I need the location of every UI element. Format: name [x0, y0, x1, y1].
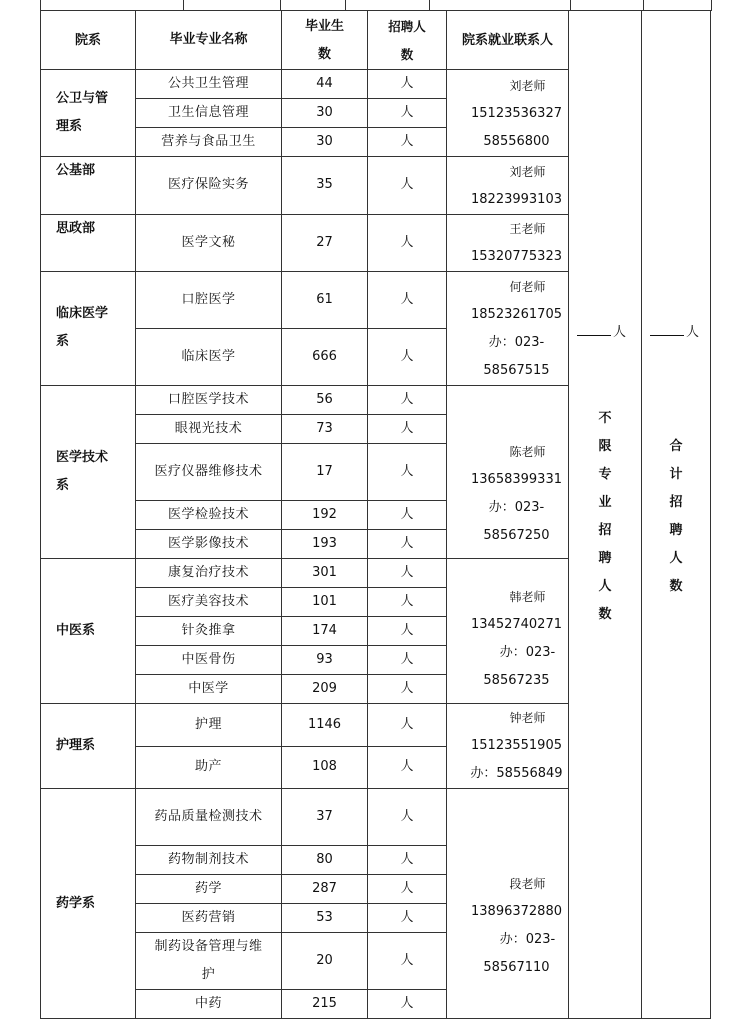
- graduate-count: 35: [282, 157, 368, 215]
- contact-cell: [447, 70, 569, 157]
- header-major: 毕业专业名称: [136, 11, 282, 70]
- contact-line: 18523261705: [471, 306, 562, 322]
- dept-cell: [41, 70, 136, 157]
- graduate-count: 174: [282, 616, 368, 645]
- contact-cell: [447, 214, 569, 272]
- contact-name: 何老师: [509, 279, 546, 294]
- major-name: 营养与食品卫生: [136, 128, 282, 157]
- contact-line: 办：023-: [499, 932, 556, 947]
- hire-count-field[interactable]: 人: [368, 933, 447, 990]
- graduate-count: 101: [282, 587, 368, 616]
- graduate-count: 209: [282, 674, 368, 703]
- dept-name: 护理系: [56, 737, 96, 753]
- dept-cell: [41, 385, 136, 558]
- contact-name: 韩老师: [509, 589, 546, 604]
- contact-cell: [447, 703, 569, 789]
- contact-name: 王老师: [509, 222, 546, 236]
- hire-count-field[interactable]: 人: [368, 128, 447, 157]
- contact-name: 钟老师: [509, 711, 546, 725]
- graduate-count: 73: [282, 414, 368, 443]
- hire-count-field[interactable]: 人: [368, 587, 447, 616]
- dept-name: 思政部: [56, 220, 96, 236]
- major-name: 眼视光技术: [136, 414, 282, 443]
- dept-name: 公卫与管理系: [56, 91, 109, 134]
- contact-cell: [447, 157, 569, 215]
- unrestricted-cell-blank-field[interactable]: 人: [577, 319, 626, 347]
- major-name: 医药营销: [136, 904, 282, 933]
- major-name: 药品质量检测技术: [136, 789, 282, 846]
- hire-count-field[interactable]: 人: [368, 990, 447, 1019]
- dept-cell: [41, 703, 136, 789]
- hire-count-field[interactable]: 人: [368, 703, 447, 746]
- total-cell-blank-field[interactable]: 人: [650, 319, 699, 347]
- contact-line: 15123536327: [471, 105, 562, 121]
- dept-name: 药学系: [56, 895, 96, 911]
- hire-count-field[interactable]: 人: [368, 616, 447, 645]
- dept-name: 公基部: [56, 163, 96, 178]
- header-hire: 招聘人数: [368, 11, 447, 70]
- dept-name: 中医系: [56, 622, 96, 638]
- recruitment-table: [40, 10, 711, 1019]
- contact-line: 13896372880: [471, 904, 562, 919]
- hire-count-field[interactable]: 人: [368, 789, 447, 846]
- hire-count-field[interactable]: 人: [368, 558, 447, 587]
- major-name: 中药: [136, 990, 282, 1019]
- contact-line: 办：023-: [499, 644, 556, 660]
- major-name: 口腔医学技术: [136, 385, 282, 414]
- contact-cell: [447, 789, 569, 1019]
- major-name: 护理: [136, 703, 282, 746]
- hire-count-field[interactable]: 人: [368, 272, 447, 329]
- graduate-count: 108: [282, 746, 368, 788]
- contact-line: 58567110: [483, 960, 550, 975]
- dept-cell: [41, 157, 136, 215]
- major-name: 口腔医学: [136, 272, 282, 329]
- unrestricted-hire-cell: [569, 11, 642, 1019]
- contact-name: 陈老师: [509, 444, 546, 459]
- hire-count-field[interactable]: 人: [368, 157, 447, 215]
- header-row: [41, 11, 711, 70]
- dept-cell: [41, 272, 136, 386]
- graduate-count: 56: [282, 385, 368, 414]
- graduate-count: 27: [282, 214, 368, 272]
- header-graduates: 毕业生数: [282, 11, 368, 70]
- contact-line: 18223993103: [471, 191, 562, 207]
- contact-name: 段老师: [509, 877, 546, 891]
- total-hire-cell: [642, 11, 711, 1019]
- contact-name: 刘老师: [509, 164, 546, 179]
- hire-count-field[interactable]: 人: [368, 904, 447, 933]
- hire-count-field[interactable]: 人: [368, 529, 447, 558]
- graduate-count: 666: [282, 329, 368, 385]
- graduate-count: 20: [282, 933, 368, 990]
- hire-count-field[interactable]: 人: [368, 645, 447, 674]
- major-name: 药学: [136, 875, 282, 904]
- graduate-count: 53: [282, 904, 368, 933]
- hire-count-field[interactable]: 人: [368, 500, 447, 529]
- dept-name: 医学技术系: [56, 449, 109, 493]
- contact-line: 13658399331: [471, 471, 562, 487]
- hire-count-field[interactable]: 人: [368, 385, 447, 414]
- hire-count-field[interactable]: 人: [368, 214, 447, 272]
- hire-count-field[interactable]: 人: [368, 99, 447, 128]
- graduate-count: 17: [282, 443, 368, 500]
- contact-line: 58556800: [483, 133, 550, 149]
- graduate-count: 61: [282, 272, 368, 329]
- hire-count-field[interactable]: 人: [368, 329, 447, 385]
- header-dept: 院系: [41, 11, 136, 70]
- major-name: 医疗保险实务: [136, 157, 282, 215]
- dept-name: 临床医学系: [56, 306, 109, 350]
- contact-cell: [447, 272, 569, 386]
- graduate-count: 93: [282, 645, 368, 674]
- major-name: 助产: [136, 746, 282, 788]
- hire-count-field[interactable]: 人: [368, 846, 447, 875]
- major-name: 医疗仪器维修技术: [136, 443, 282, 500]
- major-name: 医学检验技术: [136, 500, 282, 529]
- graduate-count: 44: [282, 70, 368, 99]
- dept-cell: [41, 214, 136, 272]
- dept-cell: [41, 558, 136, 703]
- contact-line: 办：023-58567250: [483, 499, 550, 543]
- graduate-count: 287: [282, 875, 368, 904]
- major-name: 针灸推拿: [136, 616, 282, 645]
- hire-count-field[interactable]: 人: [368, 70, 447, 99]
- unrestricted-cell-label: 不限专业招聘人数: [598, 410, 612, 622]
- major-name: 医学文秘: [136, 214, 282, 272]
- hire-count-field[interactable]: 人: [368, 875, 447, 904]
- major-name: 医疗美容技术: [136, 587, 282, 616]
- major-name: 药物制剂技术: [136, 846, 282, 875]
- total-cell-label: 合计招聘人数: [669, 438, 683, 594]
- contact-line: 15123551905: [471, 738, 562, 753]
- major-name: 中医骨伤: [136, 645, 282, 674]
- graduate-count: 30: [282, 99, 368, 128]
- major-name: 公共卫生管理: [136, 70, 282, 99]
- contact-line: 办：023-58567515: [483, 334, 550, 378]
- graduate-count: 301: [282, 558, 368, 587]
- contact-name: 刘老师: [509, 78, 546, 93]
- major-name: 制药设备管理与维护: [136, 933, 282, 990]
- header-contact: 院系就业联系人: [447, 11, 569, 70]
- major-name: 中医学: [136, 674, 282, 703]
- hire-count-field[interactable]: 人: [368, 414, 447, 443]
- graduate-count: 192: [282, 500, 368, 529]
- contact-cell: [447, 558, 569, 703]
- graduate-count: 80: [282, 846, 368, 875]
- graduate-count: 193: [282, 529, 368, 558]
- hire-count-field[interactable]: 人: [368, 674, 447, 703]
- graduate-count: 30: [282, 128, 368, 157]
- graduate-count: 1146: [282, 703, 368, 746]
- hire-count-field[interactable]: 人: [368, 746, 447, 788]
- contact-cell: [447, 385, 569, 558]
- contact-line: 13452740271: [471, 616, 562, 632]
- graduate-count: 215: [282, 990, 368, 1019]
- contact-line: 办：58556849: [470, 766, 563, 781]
- major-name: 卫生信息管理: [136, 99, 282, 128]
- dept-cell: [41, 789, 136, 1019]
- contact-line: 15320775323: [471, 249, 562, 264]
- hire-count-field[interactable]: 人: [368, 443, 447, 500]
- contact-line: 58567235: [483, 672, 550, 688]
- major-name: 康复治疗技术: [136, 558, 282, 587]
- major-name: 临床医学: [136, 329, 282, 385]
- graduate-count: 37: [282, 789, 368, 846]
- major-name: 医学影像技术: [136, 529, 282, 558]
